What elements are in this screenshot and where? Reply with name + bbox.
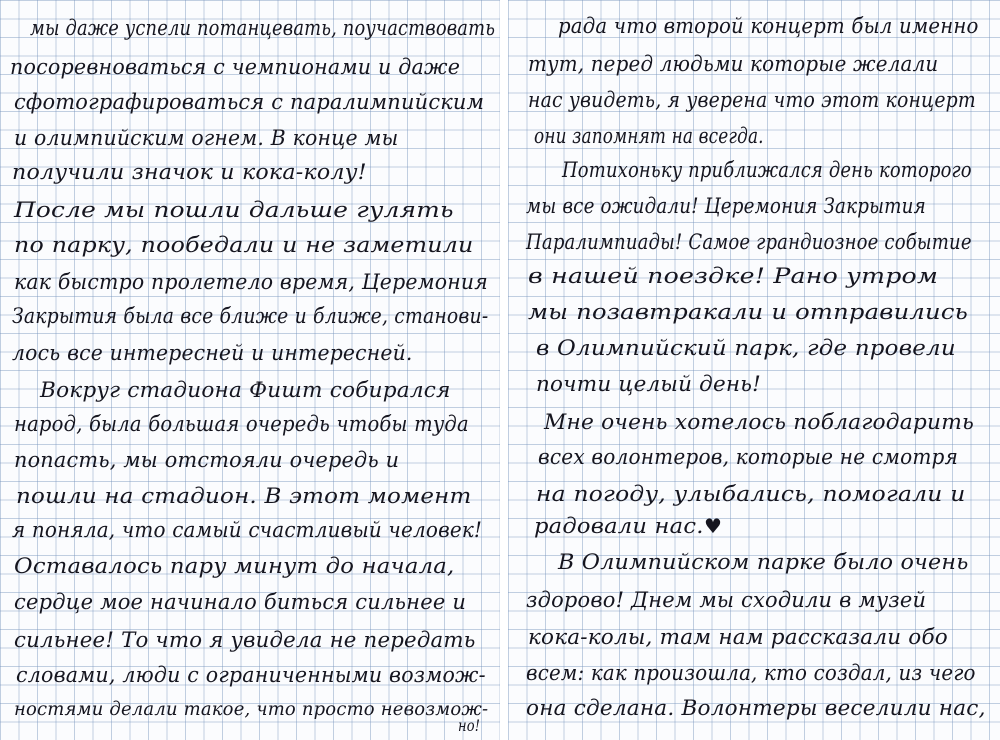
handwritten-line: кока-колы, там нам рассказали обо (528, 625, 948, 649)
handwritten-line: Вокруг стадиона Фишт собирался (40, 378, 451, 402)
handwritten-line: Закрытия была все ближе и ближе, станови- (12, 304, 489, 328)
handwritten-line: лось все интересней и интересней. (12, 341, 413, 365)
handwritten-line: После мы пошли дальше гулять (14, 198, 454, 222)
handwritten-line: они запомнят на всегда. (534, 124, 764, 148)
handwritten-line: всем: как произошла, кто создал, из чего (526, 661, 976, 685)
handwritten-line: в Олимпийский парк, где провели (536, 336, 956, 360)
handwritten-line: как быстро пролетело время, Церемония (14, 270, 489, 294)
page-gutter (500, 0, 508, 740)
handwritten-line: сердце мое начинало биться сильнее и (14, 590, 467, 614)
handwritten-line: ностями делали такое, что просто невозмож- (14, 698, 489, 720)
handwritten-line: в нашей поездке! Рано утром (528, 264, 939, 288)
handwritten-line: сильнее! То что я увидела не передать (14, 628, 476, 652)
handwritten-line: на погоду, улыбались, помогали и (536, 482, 966, 506)
handwritten-line: мы даже успели потанцевать, поучаствовать (30, 16, 496, 40)
handwritten-line: Потихоньку приближался день которого (562, 158, 972, 182)
handwritten-line: В Олимпийском парке было очень (558, 550, 969, 574)
handwritten-line: Оставалось пару минут до начала, (14, 554, 455, 578)
handwritten-line: получили значок и кока-колу! (12, 160, 367, 184)
handwritten-line: мы позавтракали и отправились (528, 300, 969, 324)
handwritten-line: пошли на стадион. В этот момент (16, 484, 472, 508)
handwritten-line: сфотографироваться с паралимпийским (14, 90, 485, 114)
handwritten-line: и олимпийским огнем. В конце мы (14, 126, 399, 150)
handwritten-line: тут, перед людьми которые желали (528, 52, 939, 76)
handwritten-line: мы все ожидали! Церемония Закрытия (526, 194, 926, 218)
right-page-text (508, 0, 1000, 740)
handwritten-line: словами, люди с ограниченными возмож- (16, 663, 486, 687)
handwritten-line: попасть, мы отстояли очередь и (14, 448, 400, 472)
handwritten-line: здорово! Днем мы сходили в музей (526, 588, 927, 612)
handwritten-line: по парку, пообедали и не заметили (14, 233, 474, 257)
handwritten-line: радовали нас. (534, 514, 704, 538)
handwritten-line: Мне очень хотелось поблагодарить (544, 410, 975, 434)
handwritten-line: нас увидеть, я уверена что этот концерт (528, 88, 976, 112)
handwritten-line: всех волонтеров, которые не смотря (538, 445, 959, 469)
handwritten-line: рада что второй концерт был именно (558, 14, 979, 38)
handwritten-line: Паралимпиады! Самое грандиозное событие (526, 230, 972, 254)
handwritten-line: посоревноваться с чемпионами и даже (10, 55, 461, 79)
handwritten-line: она сделана. Волонтеры веселили нас, (526, 696, 986, 720)
heart-icon: ♥ (704, 514, 722, 538)
handwritten-line: я поняла, что самый счастливый человек! (12, 518, 483, 542)
handwritten-line: народ, была большая очередь чтобы туда (14, 412, 469, 436)
right-notebook-page (508, 0, 1000, 740)
handwritten-line: почти целый день! (536, 372, 762, 396)
handwritten-line: но! (458, 716, 481, 735)
